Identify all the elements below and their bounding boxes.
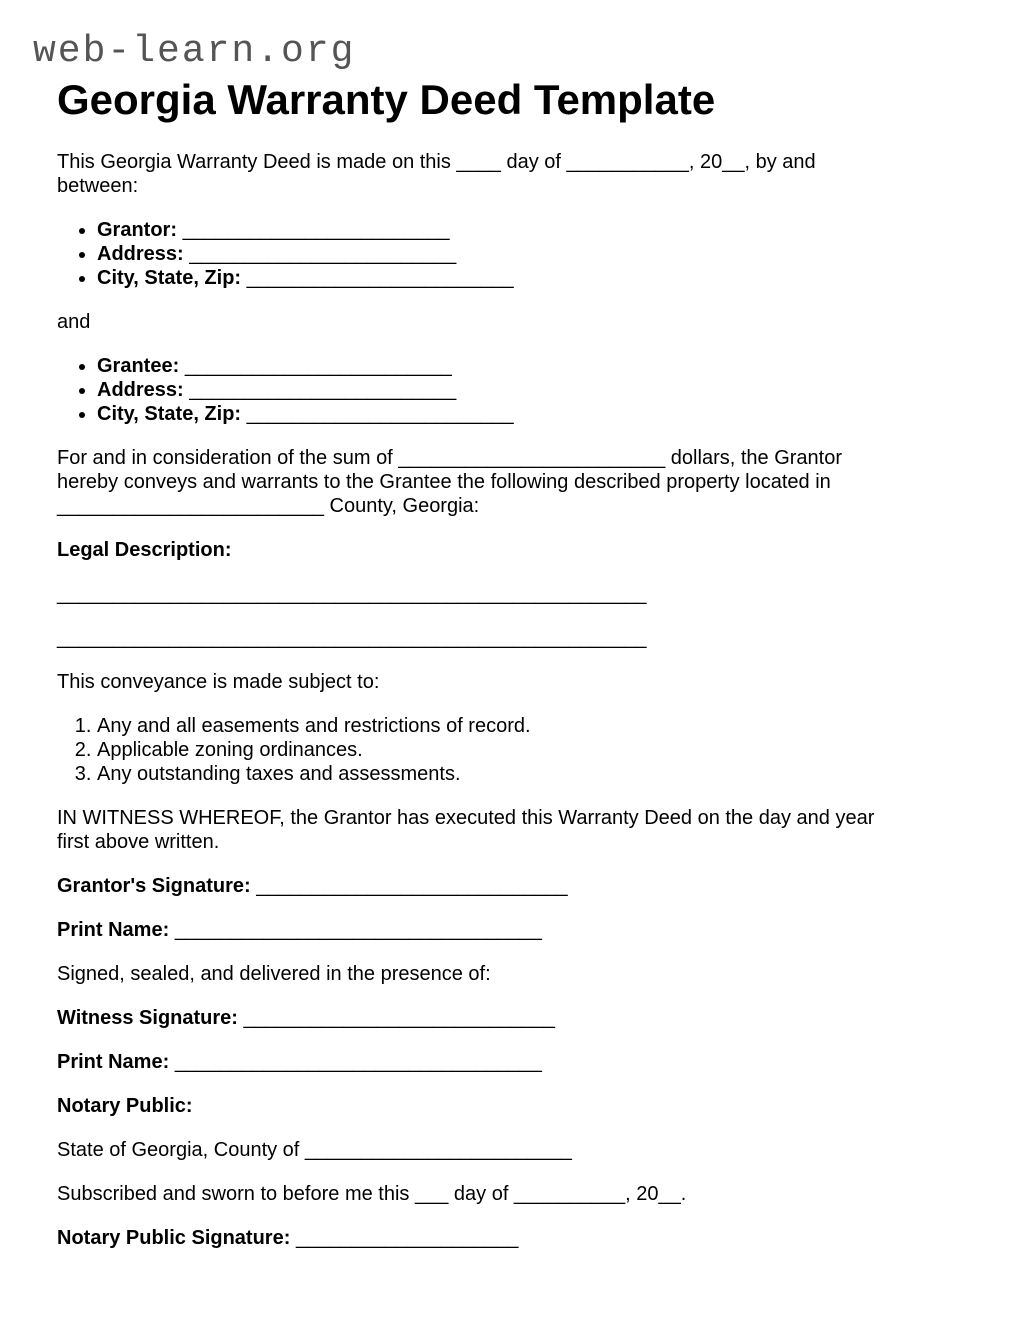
notary-public-heading <box>57 1094 877 1118</box>
witness-clause-paragraph: IN WITNESS WHEREOF, the Grantor has executed this Warranty Deed on the day and year first above written. <box>57 806 875 853</box>
notary-signature-label: Notary Public Signature: <box>57 1226 291 1249</box>
grantee-city-state-zip-blank: ________________________ <box>246 402 514 425</box>
grantee-label: Grantee: <box>97 354 180 377</box>
grantor-city-state-zip-blank: ________________________ <box>246 266 514 289</box>
grantee-address-label: Address: <box>97 378 184 401</box>
notary-signature-line <box>57 1226 877 1250</box>
print-name-line-2 <box>57 1050 877 1074</box>
grantor-list-item <box>97 218 917 242</box>
grantor-label: Grantor: <box>97 218 177 241</box>
grantee-list <box>57 354 917 426</box>
print-name-label-2: Print Name: <box>57 1050 170 1073</box>
notary-signature-blank: ____________________ <box>295 1226 519 1249</box>
legal-description-blank-line-2: _____________________________________________________ <box>57 626 647 649</box>
subject-condition-easements: 1. Any and all easements and restrictions of record. <box>97 714 917 738</box>
legal-description-heading <box>57 538 877 562</box>
grantor-address-blank: ________________________ <box>189 242 457 265</box>
subject-intro-paragraph: This conveyance is made subject to: <box>57 670 380 693</box>
print-name-label-1: Print Name: <box>57 918 170 941</box>
grantor-address-item <box>97 242 917 266</box>
subject-conditions-list <box>57 714 917 786</box>
grantor-signature-blank: ____________________________ <box>256 874 568 897</box>
page-title: Georgia Warranty Deed Template <box>57 75 716 123</box>
grantor-address-label: Address: <box>97 242 184 265</box>
grantee-address-blank: ________________________ <box>189 378 457 401</box>
notary-state-county-line: State of Georgia, County of ________________________ <box>57 1138 572 1161</box>
grantor-signature-label: Grantor's Signature: <box>57 874 251 897</box>
grantee-address-item <box>97 378 917 402</box>
witness-signature-label: Witness Signature: <box>57 1006 238 1029</box>
grantor-signature-line <box>57 874 877 898</box>
grantee-list-item <box>97 354 917 378</box>
subject-condition-zoning: 2. Applicable zoning ordinances. <box>97 738 917 762</box>
legal-description-label: Legal Description: <box>57 538 232 561</box>
consideration-paragraph: For and in consideration of the sum of ________________________ dollars, the Grantor hereby conveys and warrants to the Grantee the following described property located in ________________________ County, Georgia: <box>57 446 842 517</box>
grantor-list <box>57 218 917 290</box>
witness-signature-line <box>57 1006 877 1030</box>
intro-paragraph: This Georgia Warranty Deed is made on this ____ day of ___________, 20__, by and between: <box>57 150 816 197</box>
grantor-city-state-zip-item <box>97 266 917 290</box>
print-name-line-1 <box>57 918 877 942</box>
subject-condition-taxes: 3. Any outstanding taxes and assessments. <box>97 762 917 786</box>
grantee-blank: ________________________ <box>184 354 452 377</box>
grantee-city-state-zip-label: City, State, Zip: <box>97 402 242 425</box>
notary-subscribed-line: Subscribed and sworn to before me this ___ day of __________, 20__. <box>57 1182 687 1205</box>
print-name-blank-1: _________________________________ <box>174 918 542 941</box>
site-logo: web-learn.org <box>33 30 356 73</box>
witness-signature-blank: ____________________________ <box>243 1006 555 1029</box>
grantee-city-state-zip-item <box>97 402 917 426</box>
notary-public-label: Notary Public: <box>57 1094 193 1117</box>
legal-description-blank-line-1: _____________________________________________________ <box>57 582 647 605</box>
grantor-city-state-zip-label: City, State, Zip: <box>97 266 242 289</box>
print-name-blank-2: _________________________________ <box>174 1050 542 1073</box>
presence-paragraph: Signed, sealed, and delivered in the presence of: <box>57 962 491 985</box>
connector-text: and <box>57 310 91 333</box>
grantor-blank: ________________________ <box>182 218 450 241</box>
